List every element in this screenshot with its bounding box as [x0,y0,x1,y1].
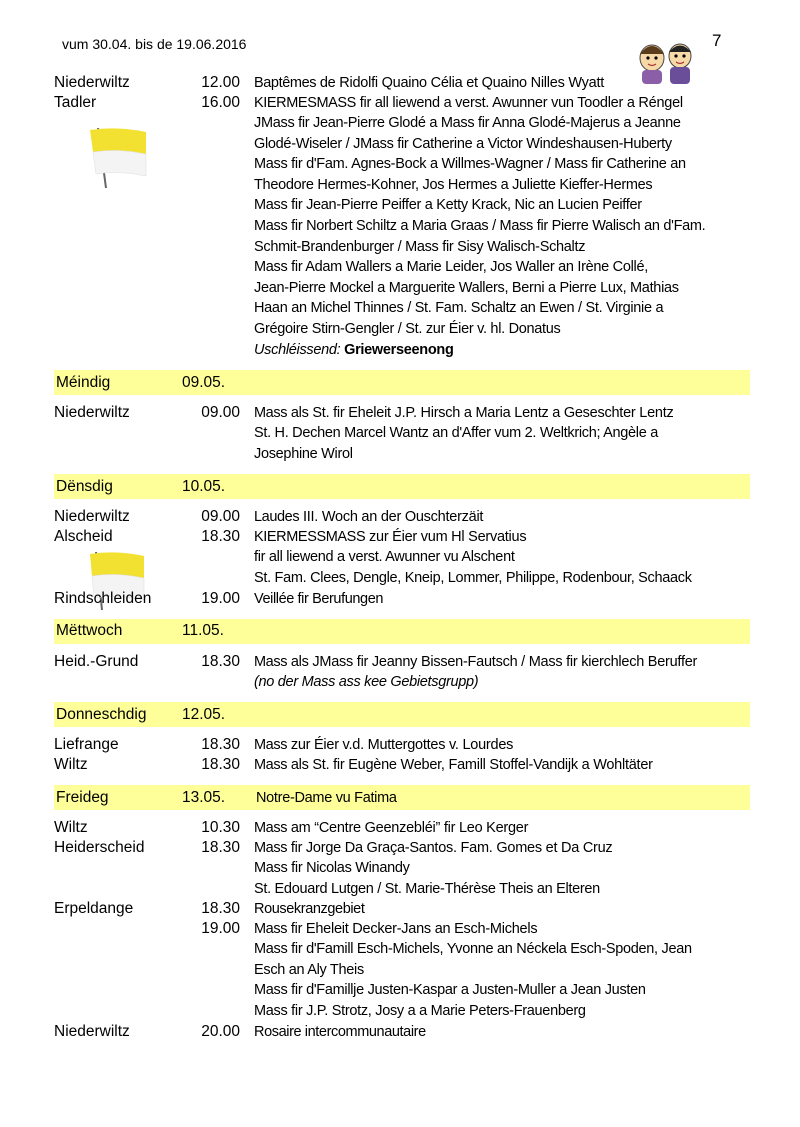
entry-time: 18.30 [201,756,240,774]
entry-detail: St. Fam. Clees, Dengle, Kneip, Lommer, Philippe, Rodenbour, Schaack [254,569,692,586]
entry-row [54,93,750,113]
entry-row [54,1022,750,1042]
entry-keyword: KIERMESMASS [254,95,356,111]
entry-keyword: Mass [254,653,288,670]
entry-time: 10.30 [201,819,240,837]
day-header [54,474,750,499]
entry-keyword: Rousekranzgebiet [254,901,365,918]
day-date: 09.05. [182,373,226,391]
entry-detail: Mass fir J.P. Strotz, Josy a a Marie Peters-Frauenberg [254,1003,586,1020]
entry-location: Niederwiltz [54,1022,130,1040]
entry-text: am “Centre Geenzebléi” fir Leo Kerger [287,820,529,837]
day-name: Méindig [56,373,111,391]
entry-time: 18.30 [201,528,240,546]
entry-detail: St. Edouard Lutgen / St. Marie-Thérèse Theis an Elteren [254,880,600,897]
day-header [54,702,750,727]
entry-detail: Esch an Aly Theis [254,961,364,978]
day-name: Dënsdig [56,477,113,495]
entry-location: Liefrange [54,736,119,754]
day-name: Mëttwoch [56,622,123,639]
entry-location: Erpeldange [54,900,134,918]
entry-detail: Mass fir Norbert Schiltz a Maria Graas / Mass fir Pierre Walisch an d'Fam. [254,217,706,234]
entry-time: 18.30 [201,900,240,918]
entry-keyword: Rosaire intercommunautaire [254,1023,426,1040]
entry-row [54,735,750,755]
day-name: Freideg [56,788,109,806]
entry-detail: Mass fir d'Famill Esch-Michels, Yvonne an Néckela Esch-Spoden, Jean [254,941,692,958]
entry-note: (no der Mass ass kee Gebietsgrupp) [254,673,479,690]
entry-row [54,919,750,939]
entry-detail: Theodore Hermes-Kohner, Jos Hermes a Juliette Kieffer-Hermes [254,176,653,193]
entry-time: 18.30 [201,652,240,670]
entry-keyword: Laudes [254,509,300,526]
entry-location: Tadler [54,94,97,111]
entry-location: Alscheid [54,528,113,546]
entry-location: Heid.-Grund [54,652,139,670]
entry-keyword: Mass [254,405,288,422]
entry-row [54,403,750,423]
day-date: 13.05. [182,788,226,806]
entry-location: Wiltz [54,819,88,837]
entry-time: 09.00 [201,508,240,526]
entry-detail: Mass fir Adam Wallers a Marie Leider, Jos Waller an Irène Collé, [254,259,648,276]
entry-text: fir Jorge Da Graça-Santos. Fam. Gomes et Da Cruz [287,840,613,857]
entry-keyword: Veillée fir Berufungen [254,590,384,607]
entry-closing: Uschléissend: Griewerseenong [254,341,454,358]
entry-detail: St. H. Dechen Marcel Wantz an d'Affer vum 2. Weltkrich; Angèle a [254,425,658,442]
entry-row [54,838,750,858]
entry-detail: Mass fir d'Famillje Justen-Kaspar a Justen-Muller a Jean Justen [254,982,646,999]
entry-time: 20.00 [201,1022,240,1040]
entry-text: zur Éier v.d. Muttergottes v. Lourdes [287,737,514,754]
day-date: 11.05. [182,622,224,639]
day-header [54,785,750,810]
entry-detail: Haan an Michel Thinnes / St. Fam. Schaltz an Ewen / St. Virginie a [254,300,664,317]
entry-keyword: Mass [254,921,288,938]
entry-row [54,755,750,775]
entry-text: III. Woch an der Ouschterzäit [299,509,484,526]
entry-time: 19.00 [201,920,240,938]
entry-detail: Jean-Pierre Mockel a Marguerite Wallers, Berni a Pierre Lux, Mathias [254,279,679,296]
entry-text: de Ridolfi Quaino Célia et Quaino Nilles Wyatt [316,75,605,91]
entry-row [54,818,750,838]
entry-location: Niederwiltz [54,404,130,422]
entry-keyword: Mass [254,737,288,754]
schedule [54,73,750,1042]
entry-time: 18.30 [201,736,240,754]
entry-location: Niederwiltz [54,508,130,526]
entry-keyword: Mass [254,820,288,837]
entry-detail: Glodé-Wiseler / JMass fir Catherine a Victor Windeshausen-Huberty [254,135,672,152]
entry-time: 18.30 [201,839,240,857]
entry-location: Wiltz [54,756,88,774]
day-header [54,370,750,395]
entry-detail: Mass fir d'Fam. Agnes-Bock a Willmes-Wagner / Mass fir Catherine an [254,156,686,173]
entry-detail: Mass fir Jean-Pierre Peiffer a Ketty Krack, Nic an Lucien Peiffer [254,197,642,214]
entry-location: Heiderscheid [54,839,145,857]
entry-keyword: Baptêmes [254,75,317,91]
entry-time: 19.00 [201,589,240,607]
entry-detail: Mass fir Nicolas Winandy [254,860,410,877]
entry-time: 16.00 [201,94,240,111]
entry-detail: Grégoire Stirn-Gengler / St. zur Éier v. hl. Donatus [254,320,561,337]
day-name: Donneschdig [56,705,147,723]
entry-detail: JMass fir Jean-Pierre Glodé a Mass fir Anna Glodé-Majerus a Jeanne [254,115,681,131]
entry-detail: fir all liewend a verst. Awunner vu Alschent [254,549,515,566]
entry-row [54,527,750,547]
entry-row [54,73,750,93]
entry-text: als St. fir Eheleit J.P. Hirsch a Maria Lentz a Geseschter Lentz [287,405,674,422]
entry-location: Rindschleiden [54,589,152,607]
page-header-range: vum 30.04. bis de 19.06.2016 [62,36,247,52]
entry-detail: Schmit-Brandenburger / Mass fir Sisy Walisch-Schaltz [254,238,586,255]
entry-text: fir all liewend a verst. Awunner vun Toodler a Réngel [355,95,683,111]
entry-text: als JMass fir Jeanny Bissen-Fautsch / Mass fir kierchlech Beruffer [287,653,698,670]
entry-time: 12.00 [201,74,240,91]
entry-text: fir Eheleit Decker-Jans an Esch-Michels [287,921,538,938]
entry-keyword: Mass [254,757,288,774]
day-date: 10.05. [182,477,226,495]
entry-text: als St. fir Eugène Weber, Famill Stoffel-Vandijk a Wohltäter [287,757,653,774]
entry-location [54,919,180,939]
entry-text: zur Éier vum Hl Servatius [365,529,527,546]
entry-location: Niederwiltz [54,74,130,91]
entry-row [54,507,750,527]
entry-row [54,899,750,919]
entry-time: 09.00 [201,404,240,422]
day-date: 12.05. [182,705,226,723]
page-number: 7 [712,31,722,50]
day-header [54,619,750,644]
entry-row [54,589,750,609]
entry-keyword: Mass [254,840,288,857]
entry-row [54,652,750,672]
entry-detail: Josephine Wirol [254,445,353,462]
entry-keyword: KIERMESSMASS [254,529,366,546]
day-note: Notre-Dame vu Fatima [256,789,397,806]
